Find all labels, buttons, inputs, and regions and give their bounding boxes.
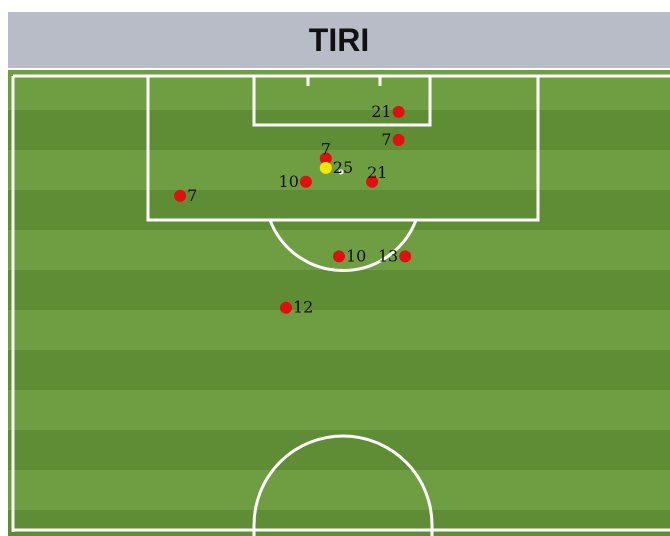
shot-label: 21 [371, 101, 392, 121]
shot-point [174, 190, 186, 202]
shot-label: 10 [346, 246, 367, 266]
grass-stripe [8, 270, 670, 310]
grass-stripe [8, 350, 670, 390]
shot-label: 7 [187, 185, 198, 205]
pitch-svg [8, 70, 670, 536]
shot-point [320, 162, 332, 174]
shot-label: 12 [293, 297, 314, 317]
grass-stripe [8, 190, 670, 230]
shot-label: 21 [367, 162, 388, 182]
grass-stripe [8, 470, 670, 510]
chart-header [8, 12, 670, 68]
grass-stripe [8, 390, 670, 430]
shot-point [399, 250, 411, 262]
shot-point [393, 134, 405, 146]
grass-stripe [8, 110, 670, 150]
grass-stripe [8, 310, 670, 350]
pitch-area [8, 70, 670, 536]
shot-point [393, 106, 405, 118]
grass-stripe [8, 230, 670, 270]
shot-label: 7 [381, 129, 392, 149]
shot-label: 7 [320, 139, 331, 159]
shot-label: 10 [278, 171, 299, 191]
shot-point [300, 176, 312, 188]
chart-title: TIRI [308, 21, 370, 58]
grass-stripes [8, 70, 670, 536]
grass-stripe [8, 510, 670, 536]
shot-label: 25 [332, 157, 354, 177]
shot-point [333, 250, 345, 262]
shot-point [280, 302, 292, 314]
shot-label: 13 [377, 246, 399, 266]
